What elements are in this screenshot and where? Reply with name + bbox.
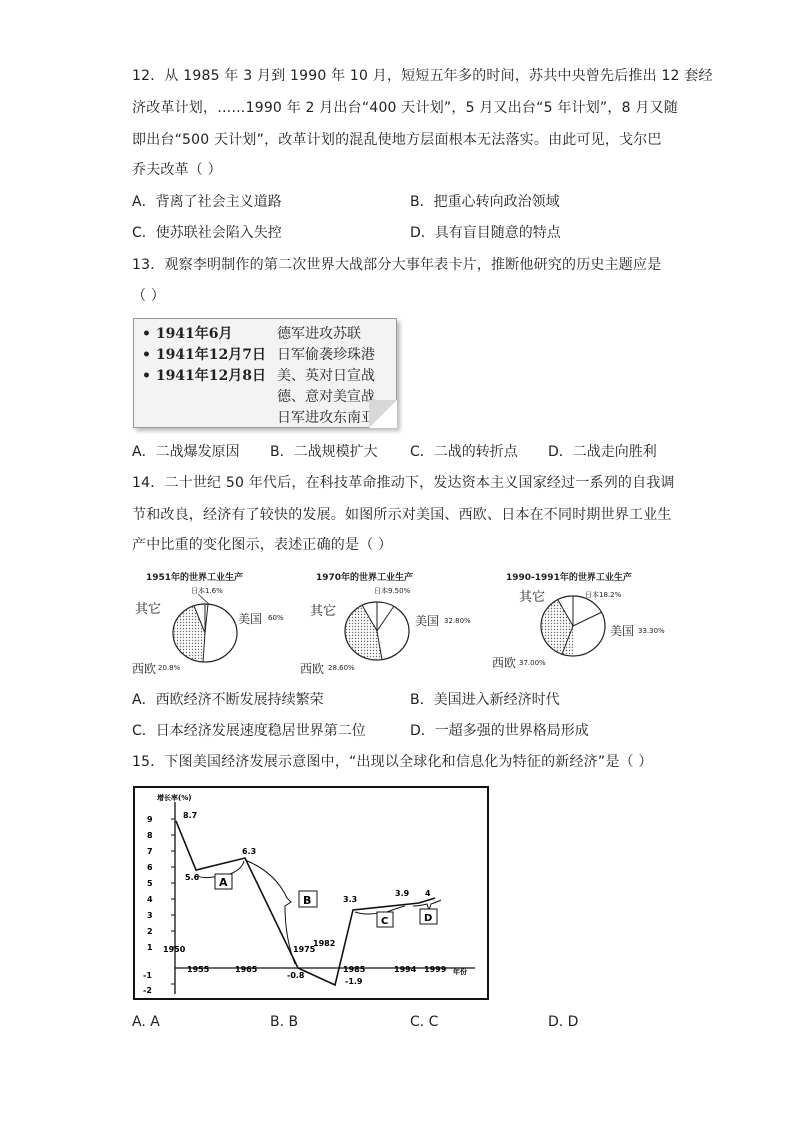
pie-1970-europe-value: 28.60% — [328, 664, 355, 672]
point-label-8-7: 8.7 — [183, 811, 198, 820]
year-label-1950: 1950 — [163, 945, 186, 954]
y-tick-3: 3 — [147, 911, 153, 920]
x-tick-1999: 1999 — [424, 965, 447, 974]
q15-option-c: C. C — [410, 1014, 439, 1030]
y-tick-2: 2 — [147, 927, 153, 936]
q12-stem-line-3: 即出台“500 天计划”，改革计划的混乱使地方层面根本无法落实。由此可见，戈尔巴 — [132, 132, 662, 148]
bracket-b-brace — [245, 860, 295, 964]
q13-option-d: D．二战走向胜利 — [548, 444, 657, 460]
q12-option-a: A．背离了社会主义道路 — [132, 194, 282, 210]
y-tick-1: 1 — [147, 943, 153, 952]
y-tick-labels — [143, 815, 153, 995]
q13-option-a: A．二战爆发原因 — [132, 444, 240, 460]
bracket-b-label: B — [303, 894, 312, 907]
point-label-3-9: 3.9 — [395, 889, 410, 898]
q14-option-c: C．日本经济发展速度稳居世界第二位 — [132, 723, 366, 739]
pie-1951-usa-value: 60% — [268, 614, 284, 622]
x-tick-labels — [187, 965, 447, 974]
pie-1990-europe-value: 37.00% — [519, 659, 546, 667]
x-axis-unit: 年份 — [453, 968, 467, 976]
pie-1951-graphic — [170, 600, 240, 666]
pie-1990-title: 1990-1991年的世界工业生产 — [506, 573, 632, 583]
y-tick-8: 8 — [147, 831, 153, 840]
q13-stem-line-1: 13．观察李明制作的第二次世界大战部分大事年表卡片，推断他研究的历史主题应是 — [132, 257, 662, 273]
pie-1951-europe-value: 20.8% — [158, 664, 181, 672]
pie-1970-usa-value: 32.80% — [444, 617, 471, 625]
q12-stem-line-4: 乔夫改革（ ） — [132, 162, 222, 178]
y-tick-6: 6 — [147, 863, 153, 872]
year-labels — [163, 939, 335, 954]
q15-option-b: B. B — [270, 1014, 299, 1030]
y-tick-7: 7 — [147, 847, 153, 856]
pie-1970-title: 1970年的世界工业生产 — [316, 573, 414, 583]
point-label-minus-1-9: -1.9 — [345, 977, 363, 986]
q13-option-b: B．二战规模扩大 — [270, 444, 378, 460]
pie-1970-graphic — [342, 598, 412, 664]
card-date-3: • 1941年12月8日 — [142, 368, 267, 384]
pie-1970-japan-label: 日本9.50% — [374, 587, 411, 595]
pie-1951-other-label: 其它 — [135, 602, 162, 617]
pie-1990-japan-label: 日本18.2% — [585, 591, 622, 599]
q15-option-a: A. A — [132, 1014, 160, 1030]
card-date-1: • 1941年6月 — [142, 326, 233, 342]
q14-option-d: D．一超多强的世界格局形成 — [410, 723, 589, 739]
x-tick-1965: 1965 — [235, 965, 258, 974]
y-axis-label: 增长率(%) — [157, 794, 192, 802]
y-tick-4: 4 — [147, 895, 153, 904]
y-tick-minus-1: -1 — [143, 971, 152, 980]
card-date-2: • 1941年12月7日 — [142, 347, 267, 363]
q14-option-a: A．西欧经济不断发展持续繁荣 — [132, 692, 324, 708]
growth-graph-svg — [135, 788, 487, 998]
x-tick-1955: 1955 — [187, 965, 210, 974]
pie-1990-other-label: 其它 — [519, 590, 546, 605]
q15-option-d: D. D — [548, 1014, 579, 1030]
card-event-4: 德、意对美宣战 — [277, 389, 375, 405]
q12-option-c: C．使苏联社会陷入失控 — [132, 225, 282, 241]
y-tick-minus-2: -2 — [143, 986, 152, 995]
card-event-2: 日军偷袭珍珠港 — [277, 347, 375, 363]
card-event-3: 美、英对日宣战 — [277, 368, 375, 384]
q13-stem-line-2: （ ） — [132, 288, 166, 304]
us-economy-growth-graph — [133, 786, 489, 1000]
x-tick-1985: 1985 — [343, 965, 366, 974]
pie-1990-graphic — [538, 592, 608, 660]
pie-1990-usa-value: 33.30% — [638, 627, 665, 635]
bracket-d-label: D — [424, 913, 433, 924]
q13-option-c: C．二战的转折点 — [410, 444, 518, 460]
bracket-a-label: A — [219, 876, 228, 889]
q14-option-b: B．美国进入新经济时代 — [410, 692, 560, 708]
q12-option-b: B．把重心转向政治领域 — [410, 194, 560, 210]
point-label-3-3: 3.3 — [343, 895, 358, 904]
y-tick-9: 9 — [147, 815, 153, 824]
pie-1951-europe-label: 西欧 — [132, 662, 157, 676]
q14-stem-line-3: 产中比重的变化图示，表述正确的是（ ） — [132, 537, 393, 553]
point-label-6-3: 6.3 — [242, 847, 257, 856]
pie-1970-usa-label: 美国 — [415, 614, 440, 628]
pie-1990-europe-label: 西欧 — [492, 656, 517, 670]
card-event-5: 日军进攻东南亚 — [277, 410, 375, 426]
pie-1951-title: 1951年的世界工业生产 — [146, 573, 244, 583]
q15-stem: 15．下图美国经济发展示意图中，“出现以全球化和信息化为特征的新经济”是（ ） — [132, 754, 653, 770]
q12-option-d: D．具有盲目随意的特点 — [410, 225, 561, 241]
pie-1990-usa-label: 美国 — [610, 624, 635, 638]
x-tick-1994: 1994 — [394, 965, 417, 974]
q12-stem-line-2: 济改革计划，……1990 年 2 月出台“400 天计划”，5 月又出台“5 年计划”，8 月又随 — [132, 100, 678, 116]
q14-stem-line-1: 14．二十世纪 50 年代后，在科技革命推动下，发达资本主义国家经过一系列的自我调 — [132, 475, 675, 491]
q12-stem-line-1: 12．从 1985 年 3 月到 1990 年 10 月，短短五年多的时间，苏共中央曾先后推出 12 套经 — [132, 68, 713, 84]
year-label-1975: 1975 — [293, 945, 316, 954]
card-event-1: 德军进攻苏联 — [277, 326, 361, 342]
point-label-5-6: 5.6 — [185, 873, 200, 882]
year-label-1982: 1982 — [313, 939, 336, 948]
card-folded-corner — [369, 400, 397, 428]
point-label-4: 4 — [425, 889, 431, 898]
pie-1951-japan-label: 日本1.6% — [191, 587, 223, 595]
y-tick-5: 5 — [147, 879, 153, 888]
q14-stem-line-2: 节和改良，经济有了较快的发展。如图所示对美国、西欧、日本在不同时期世界工业生 — [132, 507, 672, 523]
timeline-card — [133, 318, 397, 428]
pie-1951-usa-label: 美国 — [238, 612, 263, 626]
pie-1970-other-label: 其它 — [310, 604, 337, 619]
bracket-c-label: C — [381, 916, 389, 927]
pie-1970-europe-label: 西欧 — [300, 662, 325, 676]
point-label-minus-0-8: -0.8 — [287, 971, 305, 980]
